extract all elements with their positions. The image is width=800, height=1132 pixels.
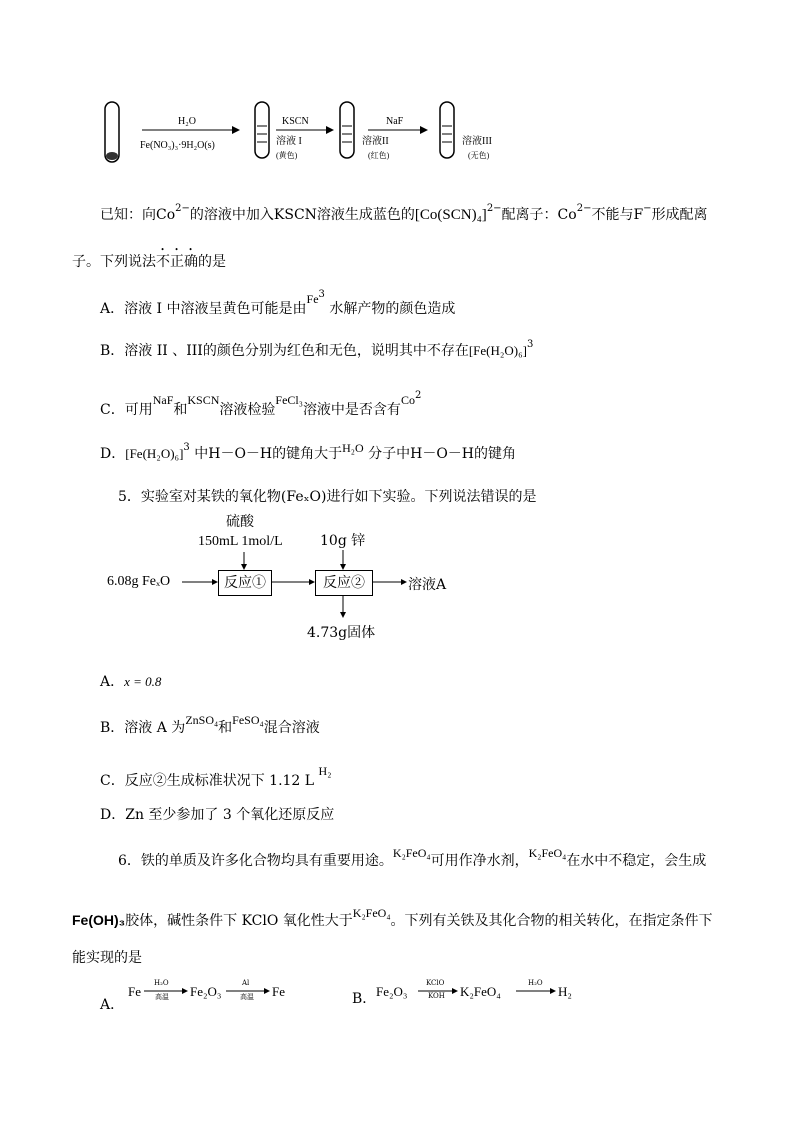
q6-b-arrows xyxy=(352,982,612,1012)
solution-2-label: 溶液II xyxy=(362,136,389,147)
fe-nitrate-label: Fe(NO₃)₃·9H₂O(s) xyxy=(140,140,215,151)
arrow-2-label: KSCN xyxy=(282,116,309,127)
q6-line-3: 能实现的是 xyxy=(72,950,142,966)
q6-option-b: B． Fe₂O₃ KClO KOH K₂FeO₄ H₂O H₂ xyxy=(352,982,612,1012)
q5-option-b: B．溶液 A 为ZnSO₄和FeSO₄混合溶液 xyxy=(100,713,320,736)
cobalt-thiocyanate-complex: [Co(SCN)₄] xyxy=(414,207,487,223)
solution-a-label: 溶液A xyxy=(408,577,447,593)
q6-option-a: A． Fe H₂O 高温 Fe₂O₃ Al 高温 Fe xyxy=(100,982,340,1012)
start-oxide-label: 6.08g FeₓO xyxy=(107,574,171,589)
solution-2-color: (红色) xyxy=(368,151,390,160)
solution-1-color: (黄色) xyxy=(276,151,298,160)
q6-a-arrows xyxy=(100,982,340,1012)
q6-line-2: Fe(OH)₃胶体，碱性条件下 KClO 氧化性大于K₂FeO₄。下列有关铁及其化合物的相关转化，在指定条件下 xyxy=(72,906,713,929)
q5-option-a: A．x = 0.8 xyxy=(100,674,162,690)
q4-option-c: C．可用NaF和KSCN溶液检验FeCl₃溶液中是否含有Co$^2$ xyxy=(100,390,422,418)
reaction-1-box: 反应① xyxy=(218,570,272,596)
solution-3-label: 溶液III xyxy=(462,136,492,147)
arrow-3-label: NaF xyxy=(386,116,404,127)
zinc-label: 10g 锌 xyxy=(320,533,366,549)
emphasis-not-correct: 不正确 xyxy=(156,254,198,270)
reaction-2-box: 反应② xyxy=(315,570,373,596)
q6-line-1: 6．铁的单质及许多化合物均具有重要用途。K₂FeO₄可用作净水剂，K₂FeO₄在水中不稳定，会生成 xyxy=(118,846,707,869)
q5-option-c: C．反应②生成标准状况下 1.12 L H₂ xyxy=(100,764,332,789)
q4-option-b: B．溶液 II 、III的颜色分别为红色和无色，说明其中不存在$[Fe(H_2O)_6]^3$ xyxy=(100,339,534,359)
known-line-1: 已知：向$Co^{2-}$的溶液中加入KSCN溶液生成蓝色的$[Co(SCN)_4]^{2-}$配离子：$Co^{2-}$不能与F−形成配离 xyxy=(100,203,708,223)
q5-option-d: D．Zn 至少参加了 3 个氧化还原反应 xyxy=(100,807,335,823)
q5-stem: 5．实验室对某铁的氧化物(FeₓO)进行如下实验。下列说法错误的是 xyxy=(118,489,537,505)
solution-3-color: (无色) xyxy=(468,151,490,160)
q4-option-d: D．$[Fe(H_2O)_6]^3$ 中H－O－H的键角大于H₂O 分子中H－O－H的键角 xyxy=(100,441,517,462)
known-line-2: 子。下列说法不正确的是 xyxy=(72,254,226,270)
acid-label: 硫酸 xyxy=(226,514,254,530)
q4-option-a: A．溶液 I 中溶液呈黄色可能是由Fe$^3$ 水解产物的颜色造成 xyxy=(100,289,456,317)
solution-1-label: 溶液 I xyxy=(276,136,302,147)
arrow-1-label: H₂O xyxy=(178,116,196,127)
solid-label: 4.73g固体 xyxy=(307,625,376,641)
acid-amount-label: 150mL 1mol/L xyxy=(198,534,283,549)
